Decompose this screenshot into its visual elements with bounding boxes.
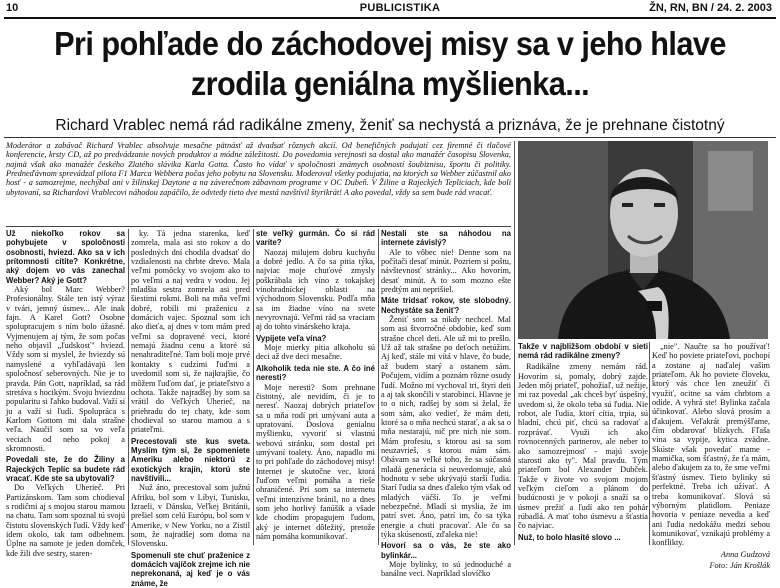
interview-answer: Moje neresti? Som prehnane čistotný, ale nevidím, či je to neresť. Naozaj dobrých priateľov sa u mňa rodí pri umývaní auta a upratovaní. Doslova genialnu myšlienku, vyvoriť si vlastnú webovú stránku, som dostal pri umývaní toalety. Áno, napadlo mi to pri pohľade do záchodovej misy! Internet je skutočne vec, ktorá ľuďom veľmi pomáha a rieše ohraničené. Pri som sa internetu veľmi intenzívne bránil, no a dnes som jeho horlivý fanúšik a všade kde chodím propagujem ľudom, aký je internet dôležitý, pretože nám pomáha komunikovať.	[256, 382, 375, 541]
column-separator	[128, 229, 129, 545]
subheadline-rule	[4, 137, 776, 138]
interview-question: Už niekoľko rokov sa pohybujete v spoločnosti osobností, hviezd. Ako sa v ich prítomnosti cítite? Konkrétne, aký dojem vo vás zanechal Webber? Aký je Gott?	[6, 229, 125, 285]
column-separator	[649, 342, 650, 545]
interview-answer: Ale to vôbec nie! Denne som na počítači desať minút. Pozriem si poštu, návštevnosť stránky... Ako hovorím, desať minút. A to som mozno ešte predtým ani neprišiel.	[381, 247, 511, 295]
article-headline: Pri pohľade do záchodovej misy sa v jeho hlave zrodila geniálna myšlienka...	[54, 25, 726, 102]
interview-question: Máte tridsať rokov, ste slobodný. Nechystáte sa ženiť?	[381, 296, 511, 315]
article-intro: Moderátor a zabávač Richard Vrablec absolvuje mesačne pätnásť až dvadsať rôznych akcií. Od benefičných podujatí cez firemné či tlačové konferencie, krsty CD, až po predvádzanie nových produktov a módne záležitosti. Do povedomia verejnosti sa dostal ako manažér časopisu Slovenka, najmä však ako manažér českého Zlatého slávika Karla Gotta. Často ho vídať v spoločnosti známych osobností šoubiznisu, športu či politiky. Predneďávnom sprevádzal pilota F1 Marca Webbera počas jeho pobytu na Slovensku. Moderoval všetky podujatia, na ktorých sa Webber zúčastnil ako hosť - a samozrejme, nechýbal ani v žilinskej Daytone a na záverečnom zábavnom programe v OC Dubeň. V Žiline a Rajeckých Tepliciach, kde boli ubytovaní, sa Richardovi Vrablecovi náhodou zapáčilo, že odvtedy tieto dve mestá navštívil štyrikrát! A ako povedal, vždy sa sem bude rád vracať.	[6, 141, 511, 197]
interview-question: Nuž, to bolo hlasité slovo ...	[518, 532, 621, 542]
page-number: 10	[6, 2, 19, 14]
interview-answer: Ženiť som sa nikdy nechcel. Mal som asi štvorročné obdobie, keď som strašne chcel deti. Ale už mi to prešlo. Už až tak strašne po deťoch netúžim. Aj keď, stále mi vítá v hlave, čo bude, až budem starý a ostanem sám. Počujem, vidím a poznám rôzne osudy ľudí. Možno mi vychoval tri, štyri deti a aj tak skončili v starobinci. Hlavne je to o nich, radšej by som si želal, že som sám, ako vedieť, že mám deti, ktoré sa o mňa nechcú starať, a ak sa o mňa nestarajú, nič pre nich nie som. Mám profesiu, s ktorou asi sa som neuzavrieš, s ktorou mám sám. Obávam sa veľké toho, že sa súčasná mladá generácia si neuvedomuje, akú hodnotu v sebe ukrývajú starší ľudia. Starí ľudia sa dnes ďaleko tým však od mladých väčší. To je veľmi nebezpečné. Mladí si myslia, že im patrí svet. Áno, patrí im, čo sa týka energie a chuti pracovať. Ale čo sa týka skúseností, zďaleka nie!	[381, 315, 511, 539]
column-separator	[378, 229, 379, 545]
interview-answer: Radikálne zmeny nemám rád. Hovorím si, pomaly, dobrý zajde. Jeden môj priateľ, pohožiaľ, už nežije, mi raz povedal „ak chceš byť úspešný, uvedom si, že okolo teba sú ľudia. Nie robot, ale ľudia, ktorí cítia, trpia, sú hladní, chcú piť, chcú sa radovať a rozprávať. Využi ich ako rovnocenných partnerov, ale neber to ako samozrejmosť - majú svoje starosti ako ty". Mal pravdu. Tým priateľom bol Alexander Dubček. Takže v živote vo svojom mojom veľkým cieľom a plánom do budúcnosti je v pokoji a snaží sa o úsmev prežiť a ľudí ako ten pohár rúbadlá. A mať toho úsmevu a šťastia čo najviac.	[518, 362, 648, 531]
article-column-5	[518, 342, 648, 545]
article-column-1	[6, 229, 125, 558]
header-rule	[4, 17, 776, 19]
article-column-4	[381, 229, 511, 579]
interview-answer: „nie". Naučte sa ho používať! Keď ho poviete priateľovi, pochopí a zostane aj naďalej vaším priateľom. Ak ho poviete človeku, ktorý vás chce len zneužiť či využiť, ocitne sa vám chrbtom a odíde. A vyhrá ste! Bylinka začala účinkovať. Alebo slová prosím a ďakujem. Veľakrát premýšľame, čím obdarovať blízkych. Fľaša vína sa vypije, kytica zvädne. Skúste však povedať mame - mamička, som šťastný, že ťa mám, alebo ďakujem za to, že sme veľmi šťastný úsmev. Tieto bylinky sú perfektné. Treba ich užívať. A treba komunikovať. Slová sú výborným platidlom. Peniaze hovoria v peniaze nevedia a keď ani ľudia nedokážu medzi sebou komunikovať, vznikajú problémy a konflikty.	[652, 342, 770, 548]
interview-answer: Naozaj milujem dobru kuchyňu a dobré jedlo. A čo sa pitia týka, najviac moje chuťové zmysly poškrábala ich víno z tokajskej vinohradníckej oblasti na východnom Slovensku. Podľa mňa sa im žiadne víno na svete nevyrovnajú. Veľmi rád sa vraciam aj do tohto vinárskeho kraja.	[256, 247, 375, 332]
interview-answer: Moje mierky pitia alkoholu sú deci až dve deci mesačne.	[256, 343, 375, 362]
interview-question: Povedali ste, že do Žiliny a Rajeckých Teplíc sa budete rád vracať. Kde ste sa ubytovali?	[6, 455, 125, 483]
article-column-3	[256, 229, 375, 545]
interview-answer: Do Veľkých Uherieč. Pri Partizánskom. Tam som chodieval s rodičmi aj s mojou starou mamou na chatu. Tam som spoznal tú svojú čistotu slovenských ľudí. Vždy keď idem okolo, tak tam odbehnem. Úplne na samote je jeden domček, kde žili dve sestry, staren-	[6, 483, 125, 558]
interview-answer: Aký bol Marc Webber? Profesionálny. Stále ten istý výraz v tvári, jemný úsmev... Ale inak fajn. A Karel Gott? Osobne spolupracujem s ním bolo úžasné. Vyjmenujem aj tým, že som počas neho objavil „ľudskosť" hviezd. Vždy som si myslel, že hviezdy sú namyslené a vyhľadávajú len spoločnosť seberovných. Nie je to pravda. Pán Gott, napríklad, sa rád stretáva s hocikým. Svoju hviezdnu popularitu si ľahko budoval. Važí si ju a važí si ľudí. Spolupráca s Karlom Gottom mi dala strašne veľa. Naučil som sa vo veľa veciach od neho pokoj a skromnosti.	[6, 285, 125, 453]
photo-caption-question: Takže v najbližšom období v sieti nemá rád radikálne zmeny?	[518, 342, 648, 361]
portrait-photo	[518, 141, 768, 339]
section-title: PUBLICISTIKA	[359, 2, 441, 14]
interview-question: Precestovali ste kus sveta. Myslím tým si, že spomeniete Ameriku alebo niektorú z exotických krajín, ktorú ste navštívili...	[131, 436, 250, 483]
article-column-2	[131, 229, 250, 588]
interview-answer: ky. Tá jedna starenka, keď zomrela, mala asi sto rokov a do posledných dní chodila dvadsať do vzdialenosti na chrbte drevo. Mala veľmi pomôcky vo svojom ako to po veľmi a naj vedra v vodou. Jej mladšia sestra zomrela asi pred šiestimi rokmi. Boli na mňa veľmi dobré, robili mi praženicu z domácich vajec. Spoznal som ich ako dieťa, aj dnes v tom mám pred veľmi sa dopravené veci, ktoré nemajú žiadnu cenu a ktoré sú nenahraditeľné. Tam boli moje prvé kontakty s cudzími ľuďmi a uvedomil som si, že najkrajšie, čo môžem ľuďom dať, je priateľstvo a ochota. Takže najradšej by som sa vrátil do Veľkých Uherieč, na priehradu do tej chaty, kde som chodieval so starou mamou a s priateľmi.	[131, 229, 250, 435]
author-byline: Anna Gudzová	[720, 549, 770, 559]
interview-answer: Moje bylinky, to sú jednoduché a banálne veci. Napríklad slovíčko	[381, 560, 511, 579]
article-subheadline: Richard Vrablec nemá rád radikálne zmeny, ženiť sa nechystá a priznáva, že je prehnane čistotný	[55, 117, 725, 134]
column-separator	[253, 229, 254, 545]
article-column-6	[652, 342, 770, 570]
photo-credit: Foto: Ján Krošlák	[709, 560, 770, 570]
column-separator	[514, 141, 515, 545]
interview-question: Hovorí sa o vás, že ste ako bylinkár...	[381, 541, 511, 560]
interview-question: Nestali ste sa náhodou na internete závislý?	[381, 229, 511, 248]
interview-question: Alkoholik teda nie ste. A čo iné neresti?	[256, 363, 375, 383]
interview-question: Vypijete veľa vína?	[256, 333, 327, 343]
interview-question: ste veľký gurmán. Čo si rád varíte?	[256, 229, 375, 248]
edition-date: ŽN, RN, BN / 24. 2. 2003	[649, 2, 772, 14]
interview-answer: Nuž áno, precestoval som južnú Afriku, bol som v Líbyi, Tunisku, Izraeli, v Dánsku, Veľkej Británii, prešiel som celú Európu, bol som v Amerike, v New Yorku, no a Zistil som, že najradšej som doma na Slovensku.	[131, 483, 250, 549]
interview-question: Spomenuli ste chuť praženice z domácich vajíčok zrejme ich nie neprekonaná, aj keď je o vás známe, že	[131, 550, 250, 588]
intro-rule	[6, 226, 511, 227]
